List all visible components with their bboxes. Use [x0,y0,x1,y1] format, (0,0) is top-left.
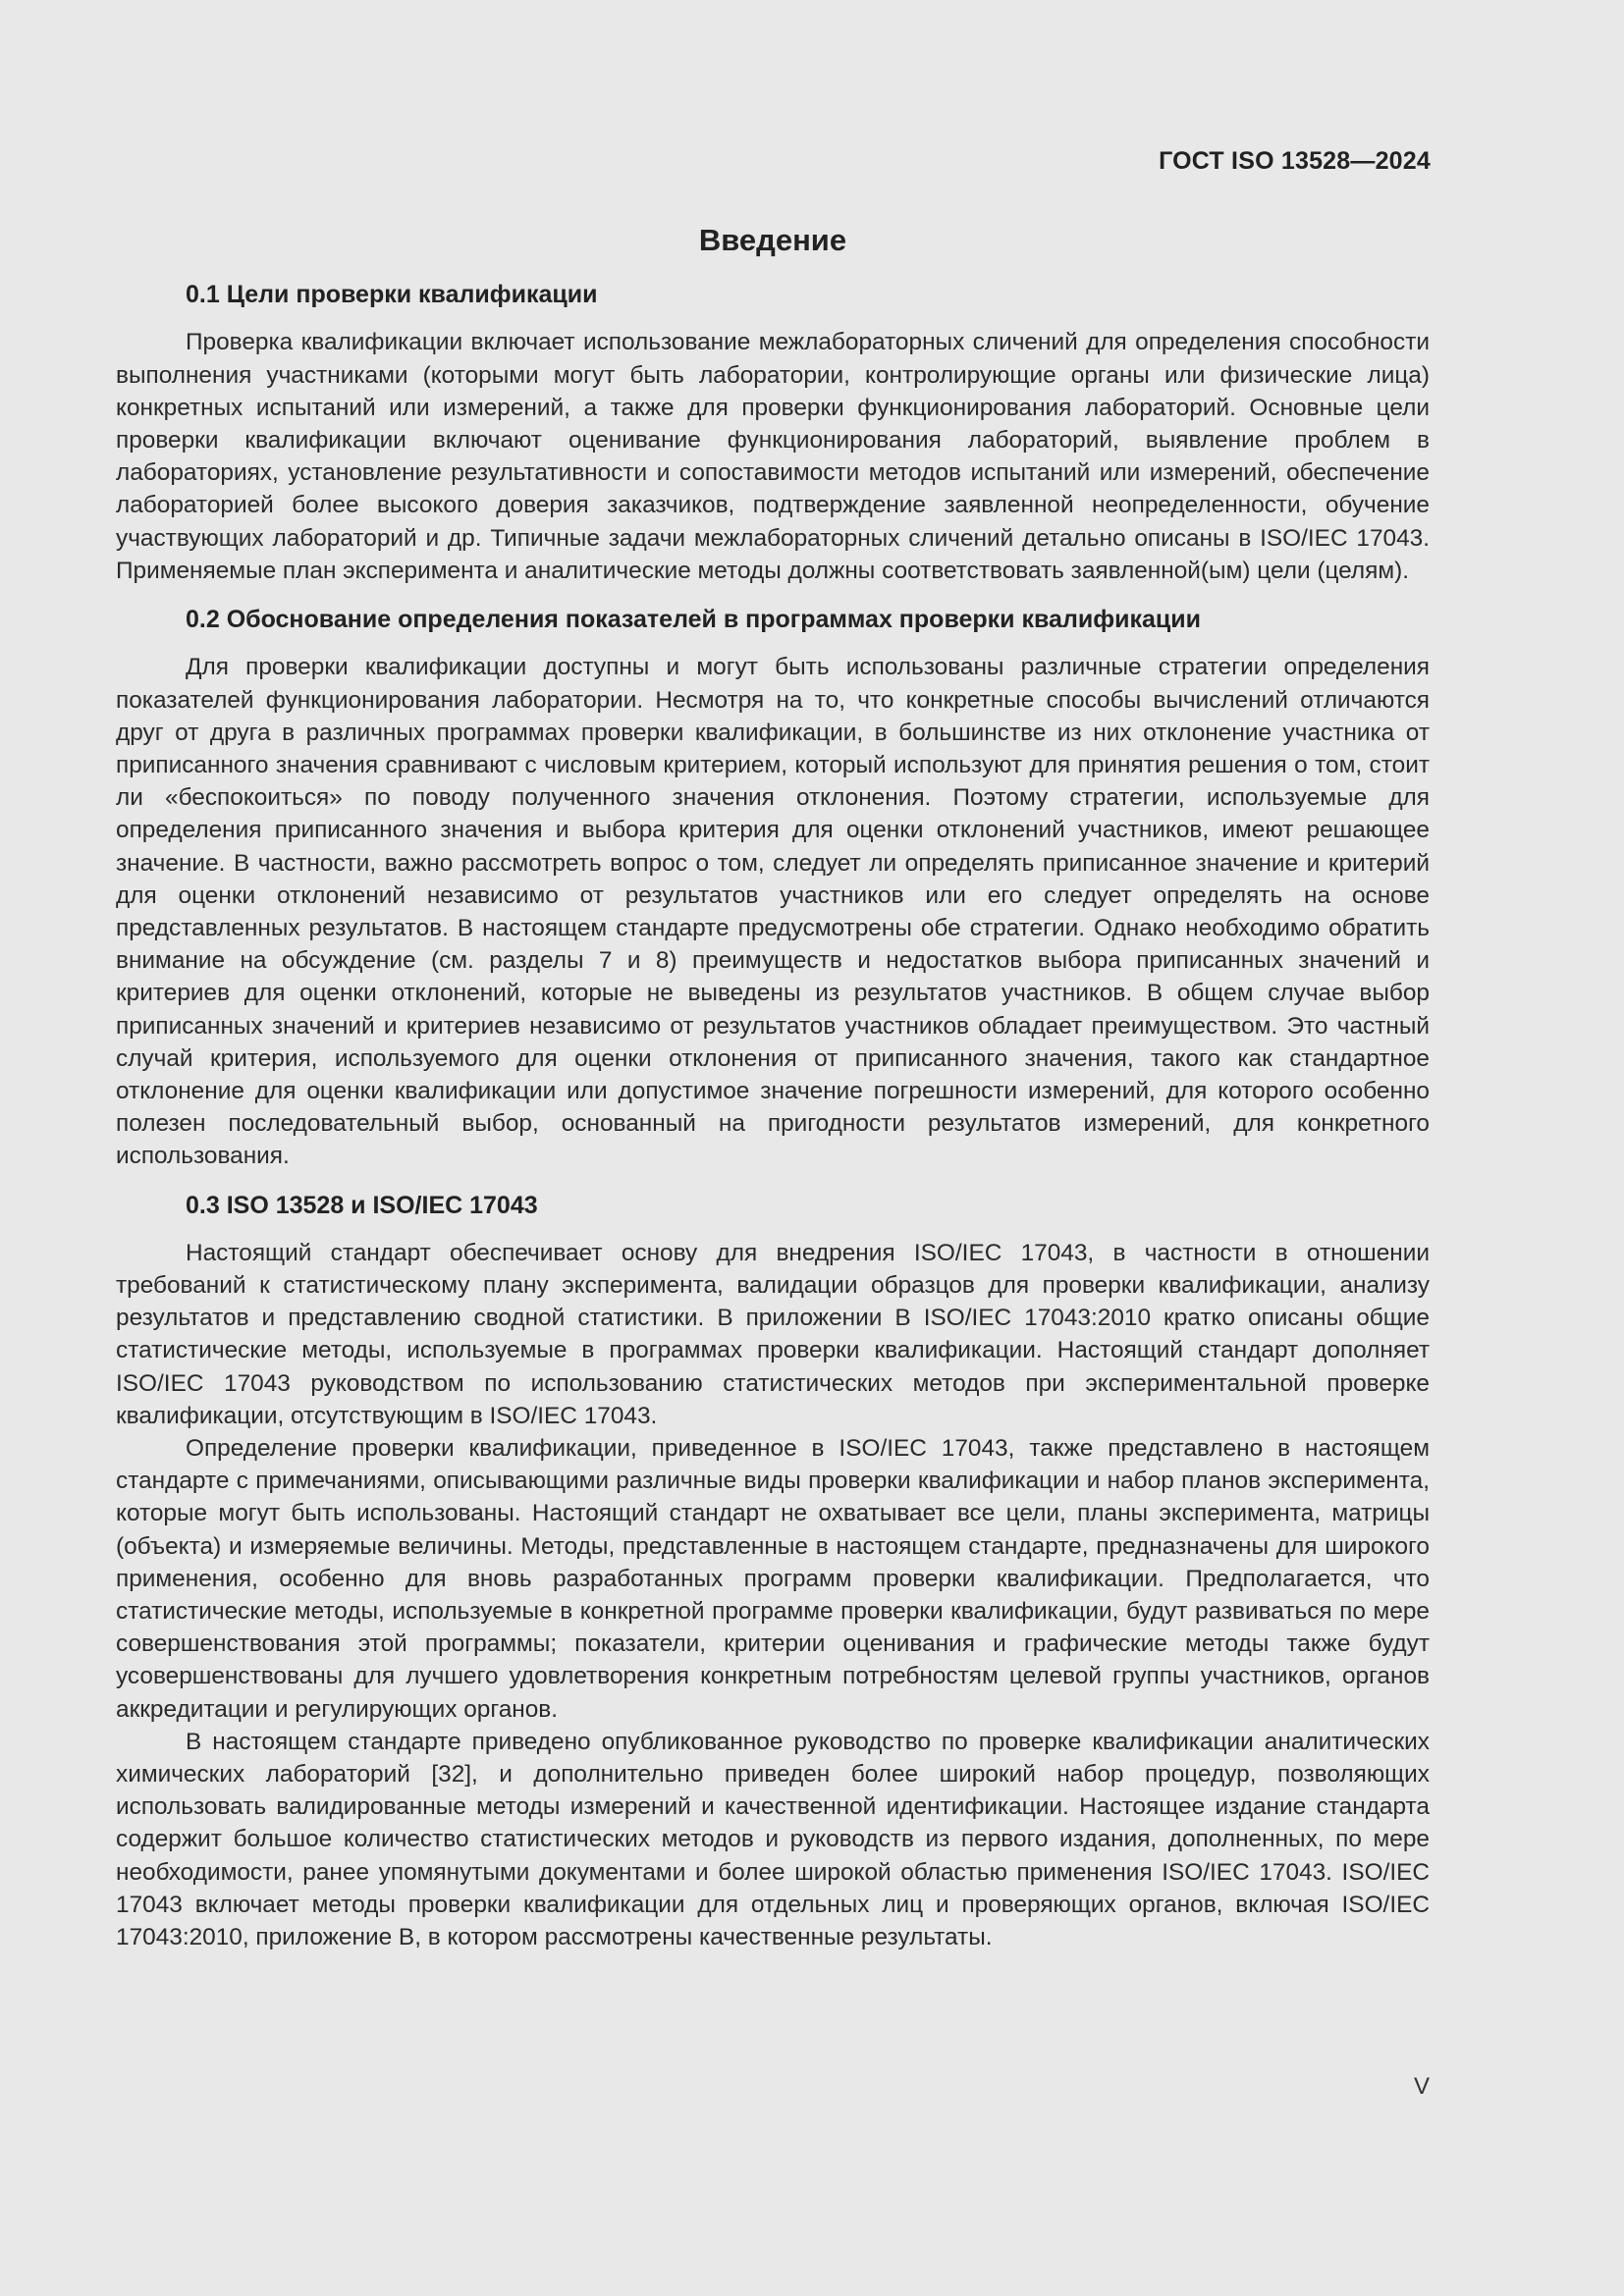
paragraph: Для проверки квалификации доступны и могут быть использованы различные стратегии определения показателей функционирования лаборатории. Несмотря на то, что конкретные способы вычислений отличаются друг от друга в различных программах проверки квалификации, в большинстве из них отклонение участника от приписанного значения сравнивают с числовым критерием, который используют для принятия решения о том, стоит ли «беспокоиться» по поводу полученного значения отклонения. Поэтому стратегии, используемые для определения приписанного значения и выбора критерия для оценки отклонений участников, имеют решающее значение. В частности, важно рассмотреть вопрос о том, следует ли определять приписанное значение и критерий для оценки отклонений независимо от результатов участников или его следует определять на основе представленных результатов. В настоящем стандарте предусмотрены обе стратегии. Однако необходимо обратить внимание на обсуждение (см. разделы 7 и 8) преимуществ и недостатков выбора приписанных значений и критериев для оценки отклонений, которые не выведены из результатов участников. В общем случае выбор приписанных значений и критериев независимо от результатов участников обладает преимуществом. Это частный случай критерия, используемого для оценки отклонения от приписанного значения, такого как стандартное отклонение для оценки квалификации или допустимое значение погрешности измерений, для которого особенно полезен последовательный выбор, основанный на пригодности результатов измерений, для конкретного использования. [116,654,1430,1170]
section-0-2 [116,605,1430,1173]
paragraph: Проверка квалификации включает использование межлабораторных сличений для определения способности выполнения участниками (которыми могут быть лаборатории, контролирующие органы или физические лица) конкретных испытаний или измерений, а также для проверки функционирования лабораторий. Основные цели проверки квалификации включают оценивание функционирования лабораторий, выявление проблем в лабораториях, установление результативности и сопоставимости методов испытаний или измерений, обеспечение лабораторией более высокого доверия заказчиков, подтверждение заявленной неопределенности, обучение участвующих лабораторий и др. Типичные задачи межлабораторных сличений детально описаны в ISO/IEC 17043. Применяемые план эксперимента и аналитические методы должны соответствовать заявленной(ым) цели (целям). [116,329,1430,584]
page-title: Введение [698,223,847,257]
paragraph: В настоящем стандарте приведено опубликованное руководство по проверке квалификации аналитических химических лабораторий [32], и дополнительно приведен более широкий набор процедур, позволяющих использовать валидированные методы измерений и качественной идентификации. Настоящее издание стандарта содержит большое количество статистических методов и руководств из первого издания, дополненных, по мере необходимости, ранее упомянутыми документами и более широкой областью применения ISO/IEC 17043. ISO/IEC 17043 включает методы проверки квалификации для отдельных лиц и проверяющих органов, включая ISO/IEC 17043:2010, приложение B, в котором рассмотрены качественные результаты. [116,1728,1430,1951]
section-0-1 [116,280,1430,587]
document-code: ГОСТ ISO 13528—2024 [1159,147,1431,175]
section-0-3 [116,1191,1430,1954]
section-heading: 0.2 Обоснование определения показателей в программах проверки квалификации [186,606,1201,634]
page-content [116,222,1430,1953]
paragraph: Настоящий стандарт обеспечивает основу для внедрения ISO/IEC 17043, в частности в отношении требований к статистическому плану эксперимента, валидации образцов для проверки квалификации, анализу результатов и представлению сводной статистики. В приложении В ISO/IEC 17043:2010 кратко описаны общие статистические методы, используемые в программах проверки квалификации. Настоящий стандарт дополняет ISO/IEC 17043 руководством по использованию статистических методов при экспериментальной проверке квалификации, отсутствующим в ISO/IEC 17043. [116,1239,1430,1429]
section-heading: 0.1 Цели проверки квалификации [186,281,598,309]
paragraph: Определение проверки квалификации, приведенное в ISO/IEC 17043, также представлено в настоящем стандарте с примечаниями, описывающими различные виды проверки квалификации и набор планов эксперимента, которые могут быть использованы. Настоящий стандарт не охватывает все цели, планы эксперимента, матрицы (объекта) и измеряемые величины. Методы, представленные в настоящем стандарте, предназначены для широкого применения, особенно для вновь разработанных программ проверки квалификации. Предполагается, что статистические методы, используемые в конкретной программе проверки квалификации, будут развиваться по мере совершенствования этой программы; показатели, критерии оценивания и графические методы также будут усовершенствованы для лучшего удовлетворения конкретным потребностям целевой группы участников, органов аккредитации и регулирующих органов. [116,1435,1430,1723]
page-number: V [1413,2073,1430,2100]
section-heading: 0.3 ISO 13528 и ISO/IEC 17043 [186,1191,538,1219]
